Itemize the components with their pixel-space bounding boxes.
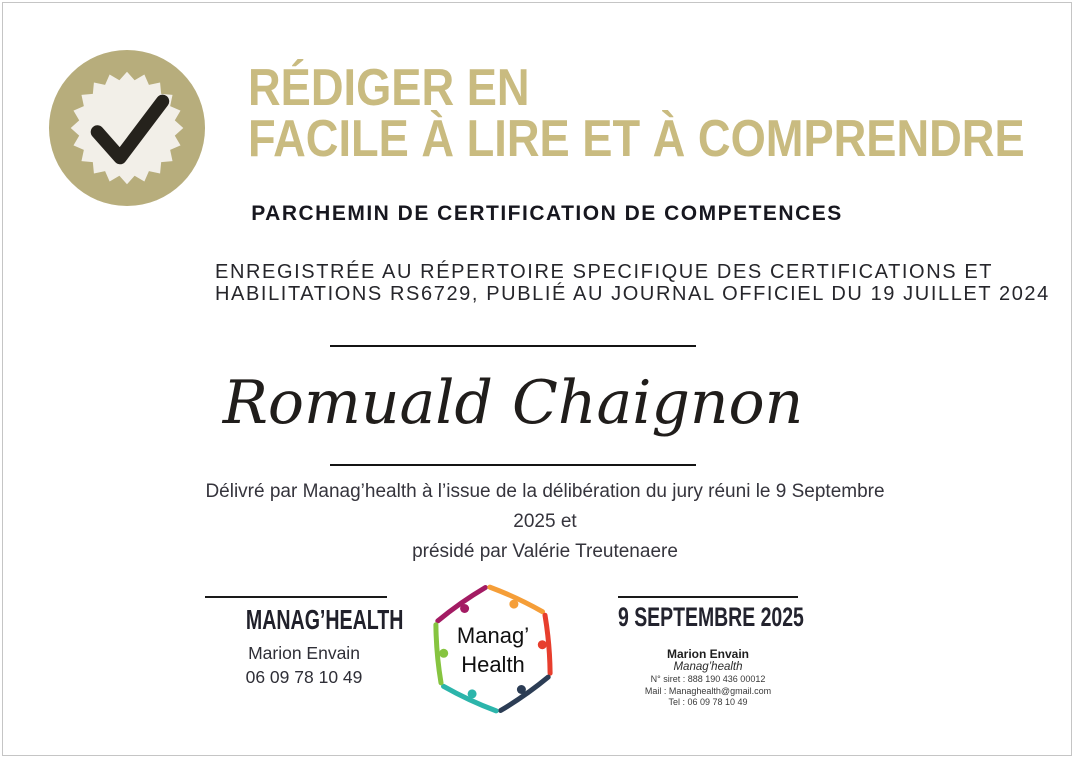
title-line-1: RÉDIGER EN	[248, 59, 530, 117]
delivery-line-2: présidé par Valérie Treutenaere	[412, 541, 678, 562]
certificate-page	[2, 2, 1072, 756]
certificate-subtitle: PARCHEMIN DE CERTIFICATION DE COMPETENCES	[251, 202, 843, 225]
delivery-line-1: Délivré par Manag’health à l’issue de la délibération du jury réuni le 9 Septembre 2025 et	[205, 481, 885, 532]
logo-text-line-2: Health	[461, 652, 525, 677]
stamp-mail: Mail : Managhealth@gmail.com	[644, 685, 772, 696]
delivery-statement	[195, 477, 895, 567]
stamp-siret: N° siret : 888 190 436 00012	[650, 674, 766, 684]
organization-contact: Marion Envain	[248, 643, 360, 663]
organization-name: MANAG’HEALTH	[245, 604, 404, 635]
organization-block	[205, 596, 404, 689]
logo-ring-dot	[517, 685, 526, 694]
logo-ring-segment	[438, 588, 486, 621]
logo-ring-dot	[468, 689, 477, 698]
stamp-tel: Tel : 06 09 78 10 49	[668, 697, 748, 707]
registration-text	[215, 261, 1050, 305]
title-line-2: FACILE À LIRE ET À COMPRENDRE	[248, 110, 1025, 168]
logo-ring-segment	[501, 677, 549, 710]
stamp-company: Manag’health	[673, 661, 743, 673]
organization-phone: 06 09 78 10 49	[245, 667, 363, 687]
logo-ring-dot	[460, 604, 469, 613]
managhealth-logo	[422, 574, 564, 724]
logo-text	[422, 621, 564, 679]
registration-line-1: ENREGISTRÉE AU RÉPERTOIRE SPECIFIQUE DES CERTIFICATIONS ET	[215, 261, 994, 283]
stamp-block	[618, 647, 798, 709]
check-seal-badge	[48, 49, 206, 207]
logo-ring-segment	[444, 686, 497, 711]
recipient-name: Romuald Chaignon	[222, 367, 804, 438]
logo-text-line-1: Manag’	[456, 623, 530, 648]
stamp-name: Marion Envain	[666, 647, 749, 661]
logo-ring-segment	[490, 587, 543, 612]
registration-line-2: HABILITATIONS RS6729, PUBLIÉ AU JOURNAL OFFICIEL DU 19 JUILLET 2024	[215, 283, 1050, 305]
certificate-title	[248, 59, 1025, 168]
recipient-name-frame	[222, 345, 804, 466]
date-block	[618, 596, 804, 633]
logo-ring-dot	[509, 600, 518, 609]
certificate-date: 9 SEPTEMBRE 2025	[618, 602, 804, 632]
